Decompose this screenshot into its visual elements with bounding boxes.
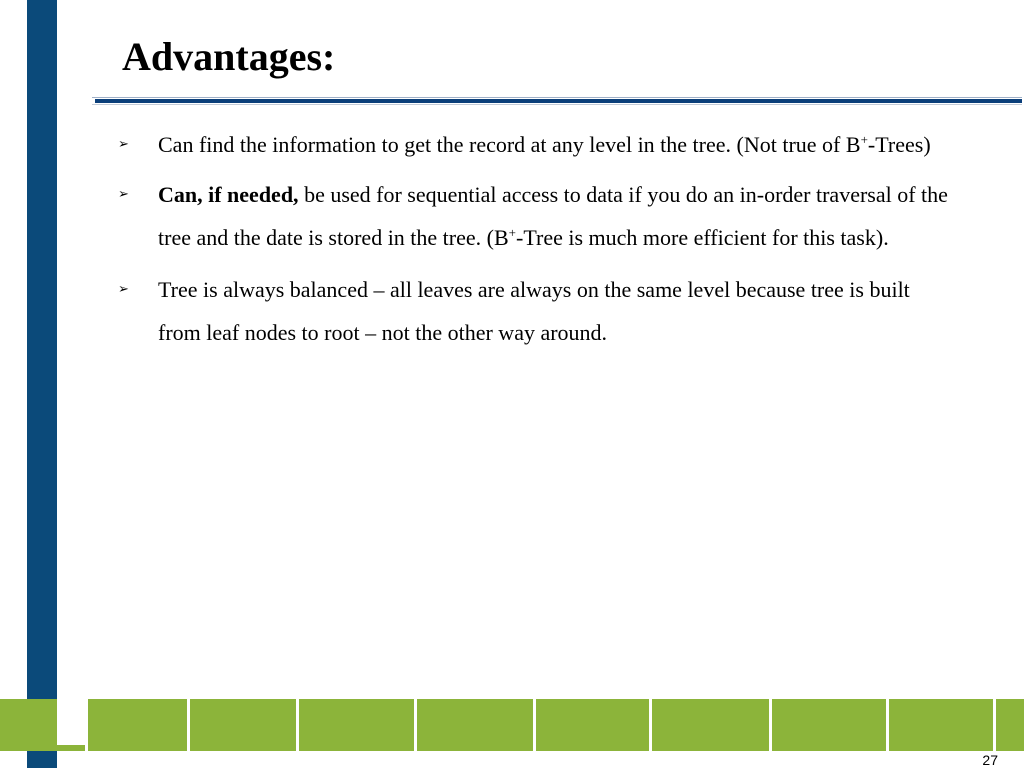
slide-title: Advantages:: [122, 34, 336, 79]
footer-divider: [649, 699, 652, 751]
bullet-arrow-icon: ➢: [118, 282, 129, 297]
bullet-item-3: [118, 268, 958, 354]
footer-divider: [187, 699, 190, 751]
bullet-arrow-icon: ➢: [118, 187, 129, 202]
bullet-text: Can find the information to get the record at any level in the tree. (Not true of B: [158, 132, 861, 157]
footer-band: [0, 699, 1024, 751]
page-number: 27: [982, 752, 998, 768]
bullet-lead: Can, if needed,: [158, 182, 299, 207]
bullet-item-1: [118, 123, 958, 166]
footer-divider: [886, 699, 889, 751]
bullet-tail: -Tree is much more efficient for this task).: [516, 225, 889, 250]
footer-notch: [57, 699, 85, 745]
footer-divider: [296, 699, 299, 751]
left-accent-bar: [27, 0, 57, 768]
bullet-list: [118, 123, 958, 361]
bullet-item-2: [118, 173, 958, 259]
footer-divider: [85, 699, 88, 751]
bullet-text: Tree is always balanced – all leaves are always on the same level because tree is built from leaf nodes to root – not the other way around.: [158, 277, 910, 345]
footer-divider: [769, 699, 772, 751]
bullet-superscript: +: [508, 225, 516, 240]
bullet-tail: -Trees): [867, 132, 931, 157]
bullet-superscript: +: [860, 132, 868, 147]
footer-divider: [414, 699, 417, 751]
footer-divider: [993, 699, 996, 751]
title-rule-bottom: [92, 104, 1022, 105]
footer-divider: [533, 699, 536, 751]
bullet-text: be used for sequential access to data if you do an in-order traversal of the tree and the date is stored in the tree. (B: [158, 182, 948, 250]
title-rule: [95, 99, 1022, 103]
bullet-arrow-icon: ➢: [118, 137, 129, 152]
title-rule-top: [92, 97, 1022, 98]
